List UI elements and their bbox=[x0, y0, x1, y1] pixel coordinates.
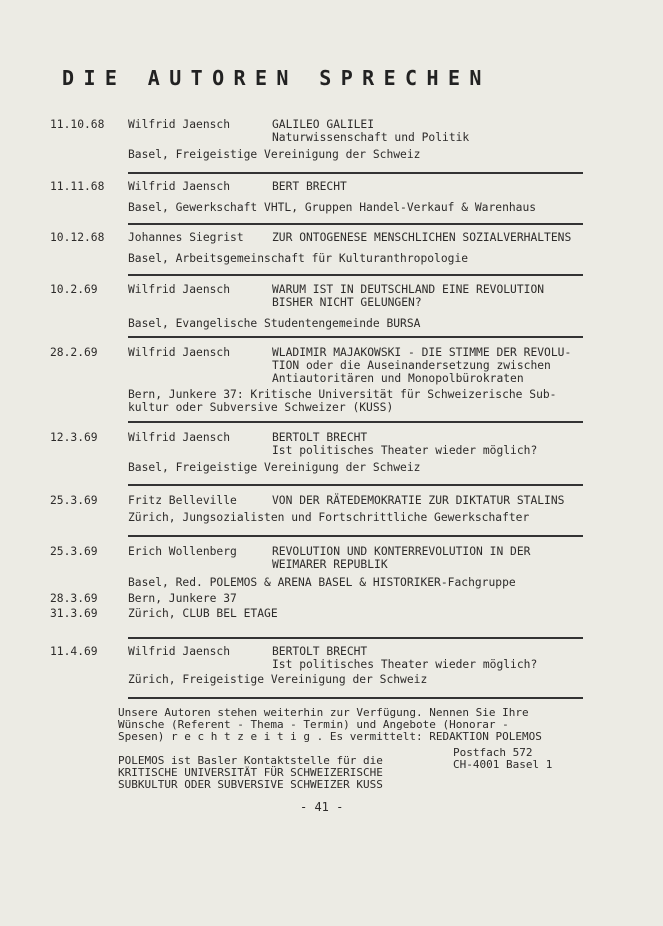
lecture-entry bbox=[50, 231, 590, 265]
entry-venue: Basel, Red. POLEMOS & ARENA BASEL & HISTORIKER-Fachgruppe bbox=[128, 576, 516, 589]
page-number: - 41 - bbox=[300, 800, 344, 814]
page-title: DIE AUTOREN SPRECHEN bbox=[62, 66, 491, 90]
entry-topic: WLADIMIR MAJAKOWSKI - DIE STIMME DER REVOLU- TION oder die Auseinandersetzung zwischen Antiautoritären und Monopolbürokraten bbox=[272, 346, 572, 385]
lecture-entry bbox=[50, 645, 590, 686]
entry-topic: BERT BRECHT bbox=[272, 180, 347, 193]
divider bbox=[128, 336, 583, 338]
lecture-entry bbox=[50, 180, 590, 214]
entry-date: 28.2.69 bbox=[50, 346, 98, 359]
lecture-entry bbox=[50, 118, 590, 161]
entry-date: 11.10.68 bbox=[50, 118, 105, 131]
lecture-entry bbox=[50, 545, 590, 620]
polemos-note: POLEMOS ist Basler Kontaktstelle für die KRITISCHE UNIVERSITÄT FÜR SCHWEIZERISCHE SUBKULTUR ODER SUBVERSIVE SCHWEIZER KUSS bbox=[118, 754, 383, 791]
extra-date-row bbox=[50, 607, 590, 620]
entry-venue: Bern, Junkere 37: Kritische Universität für Schweizerische Sub- kultur oder Subversive Schweizer (KUSS) bbox=[128, 388, 557, 414]
entry-venue: Zürich, Freigeistige Vereinigung der Schweiz bbox=[128, 673, 428, 686]
entry-author: Wilfrid Jaensch bbox=[128, 118, 231, 131]
entry-topic: GALILEO GALILEI Naturwissenschaft und Politik bbox=[272, 118, 470, 144]
entry-author: Wilfrid Jaensch bbox=[128, 283, 231, 296]
entry-date: 28.3.69 bbox=[50, 592, 98, 605]
entry-venue: Zürich, Jungsozialisten und Fortschrittliche Gewerkschafter bbox=[128, 511, 530, 524]
divider bbox=[128, 697, 583, 699]
lecture-entry bbox=[50, 494, 590, 524]
entry-date: 31.3.69 bbox=[50, 607, 98, 620]
entry-author: Wilfrid Jaensch bbox=[128, 346, 231, 359]
extra-date-row bbox=[50, 592, 590, 605]
divider bbox=[128, 637, 583, 639]
entry-date: 12.3.69 bbox=[50, 431, 98, 444]
entry-date: 11.4.69 bbox=[50, 645, 98, 658]
entry-venue: Basel, Gewerkschaft VHTL, Gruppen Handel-Verkauf & Warenhaus bbox=[128, 201, 537, 214]
divider bbox=[128, 421, 583, 423]
entry-venue: Basel, Evangelische Studentengemeinde BURSA bbox=[128, 317, 421, 330]
entry-date: 25.3.69 bbox=[50, 494, 98, 507]
entry-venue: Basel, Arbeitsgemeinschaft für Kulturanthropologie bbox=[128, 252, 469, 265]
lecture-entry bbox=[50, 346, 590, 414]
entry-venue: Zürich, CLUB BEL ETAGE bbox=[128, 607, 278, 620]
entry-topic: REVOLUTION UND KONTERREVOLUTION IN DER WEIMARER REPUBLIK bbox=[272, 545, 531, 571]
divider bbox=[128, 535, 583, 537]
entry-topic: ZUR ONTOGENESE MENSCHLICHEN SOZIALVERHALTENS bbox=[272, 231, 572, 244]
entry-author: Wilfrid Jaensch bbox=[128, 180, 231, 193]
divider bbox=[128, 484, 583, 486]
entry-date: 10.2.69 bbox=[50, 283, 98, 296]
lecture-entry bbox=[50, 431, 590, 474]
entry-venue: Basel, Freigeistige Vereinigung der Schweiz bbox=[128, 148, 421, 161]
entry-author: Erich Wollenberg bbox=[128, 545, 237, 558]
availability-note: Unsere Autoren stehen weiterhin zur Verfügung. Nennen Sie Ihre Wünsche (Referent - Thema - Termin) und Angebote (Honorar - Spesen) r e c h t z e i t i g . Es vermittelt: REDAKTION POLEMOS bbox=[118, 706, 542, 743]
entry-topic: WARUM IST IN DEUTSCHLAND EINE REVOLUTION BISHER NICHT GELUNGEN? bbox=[272, 283, 545, 309]
entry-author: Johannes Siegrist bbox=[128, 231, 244, 244]
entry-venue: Bern, Junkere 37 bbox=[128, 592, 237, 605]
divider bbox=[128, 274, 583, 276]
entry-topic: VON DER RÄTEDEMOKRATIE ZUR DIKTATUR STALINS bbox=[272, 494, 565, 507]
entry-date: 25.3.69 bbox=[50, 545, 98, 558]
entry-author: Wilfrid Jaensch bbox=[128, 431, 231, 444]
address-line: CH-4001 Basel 1 bbox=[453, 758, 553, 771]
address-line: Postfach 572 bbox=[453, 746, 533, 759]
entry-author: Wilfrid Jaensch bbox=[128, 645, 231, 658]
entry-date: 11.11.68 bbox=[50, 180, 105, 193]
divider bbox=[128, 223, 583, 225]
divider bbox=[128, 172, 583, 174]
entry-venue: Basel, Freigeistige Vereinigung der Schweiz bbox=[128, 461, 421, 474]
entry-topic: BERTOLT BRECHT Ist politisches Theater wieder möglich? bbox=[272, 431, 538, 457]
entry-date: 10.12.68 bbox=[50, 231, 105, 244]
entry-topic: BERTOLT BRECHT Ist politisches Theater wieder möglich? bbox=[272, 645, 538, 671]
lecture-entry bbox=[50, 283, 590, 330]
entry-author: Fritz Belleville bbox=[128, 494, 237, 507]
